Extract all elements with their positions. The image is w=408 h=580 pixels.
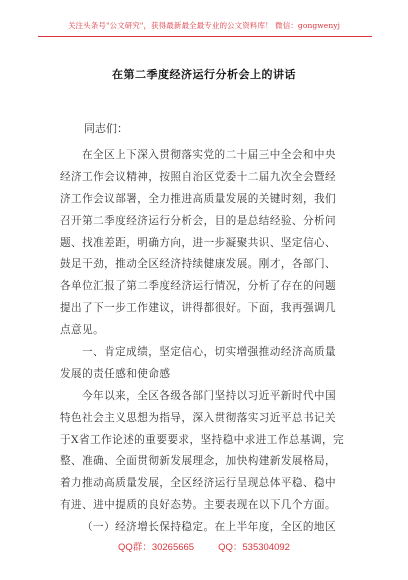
header-divider (38, 36, 372, 37)
body-line: 今年以来，全区各级各部门坚持以习近平新时代中国 (82, 389, 337, 402)
body-line: 济工作会议部署，全力推进高质量发展的关键时刻，我们 (60, 192, 337, 205)
body-line: 整、准确、全面贯彻新发展理念，加快构建新发展格局， (60, 455, 337, 468)
footer-qq-group: QQ群：30265665 (118, 542, 195, 553)
body-line: 在全区上下深入贯彻落实党的二十届三中全会和中央 (82, 149, 337, 161)
footer-contact (0, 539, 408, 553)
body-line: 召开第二季度经济运行分析会，目的是总结经验、分析问 (60, 214, 337, 227)
document-body (60, 145, 360, 539)
footer-qq-number: QQ：535304092 (218, 542, 290, 553)
document-title: 在第二季度经济运行分析会上的讲话 (112, 68, 296, 81)
section-heading: 一、肯定成绩，坚定信心，切实增强推动经济高质量 (82, 346, 337, 359)
body-line: 鼓足干劲，推动全区经济持续健康发展。刚才，各部门、 (60, 258, 337, 271)
body-line: 各单位汇报了第二季度经济运行情况，分析了存在的问题 (60, 280, 337, 293)
body-line: 提出了下一步工作建议，讲得都很好。下面，我再强调几 (60, 302, 337, 315)
body-line: 点意见。 (60, 324, 105, 337)
body-line: 有进、进中提质的良好态势。主要表现在以下几个方面。 (60, 499, 337, 512)
body-line: 着力推动高质量发展，全区经济运行呈现总体平稳、稳中 (60, 477, 337, 490)
body-line: 特色社会主义思想为指导，深入贯彻落实习近平总书记关 (60, 411, 337, 424)
header-promo-text: 关注头条号"公文研究"，获得最新最全最专业的公文资料库！ 微信：gongwenyj (67, 21, 341, 30)
subsection-line: （一）经济增长保持稳定。在上半年度，全区的地区 (82, 521, 337, 534)
salutation: 同志们： (84, 122, 128, 135)
body-line: 于X省工作论述的重要要求，坚持稳中求进工作总基调，完 (60, 433, 345, 446)
section-heading-cont: 发展的责任感和使命感 (60, 367, 171, 380)
body-line: 经济工作会议精神，按照自治区党委十二届九次全会暨经 (60, 170, 337, 183)
body-line: 题、找准差距，明确方向，进一步凝聚共识、坚定信心、 (60, 236, 337, 249)
